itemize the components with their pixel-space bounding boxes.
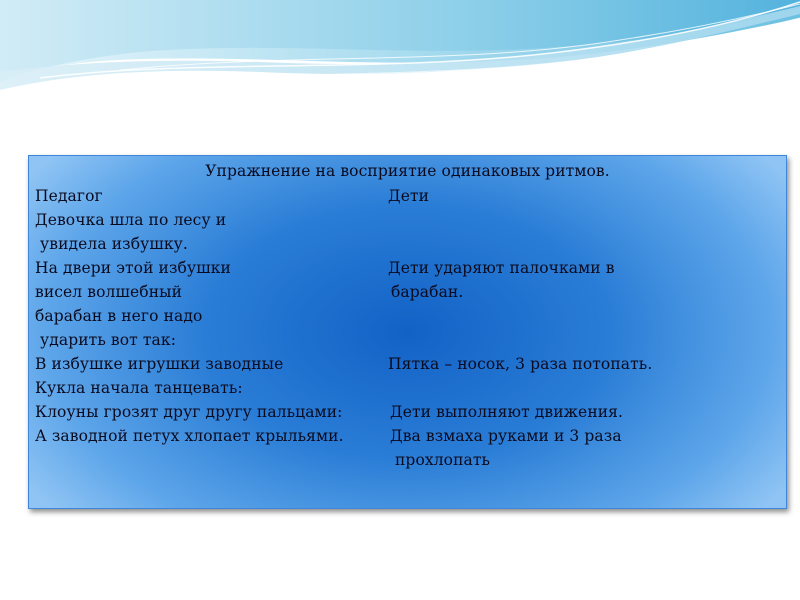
children-line: Два взмаха руками и 3 раза bbox=[390, 427, 622, 445]
children-line: Дети ударяют палочками в bbox=[388, 259, 615, 277]
teacher-line: Девочка шла по лесу и bbox=[35, 211, 227, 229]
children-line: Дети выполняют движения. bbox=[390, 403, 624, 421]
teacher-line: В избушке игрушки заводные bbox=[35, 355, 284, 373]
exercise-title: Упражнение на восприятие одинаковых ритмов. bbox=[205, 162, 610, 180]
decorative-waves bbox=[0, 0, 800, 120]
teacher-line: Кукла начала танцевать: bbox=[35, 379, 243, 397]
teacher-line: ударить вот так: bbox=[35, 331, 177, 349]
teacher-line: Клоуны грозят друг другу пальцами: bbox=[35, 403, 343, 421]
children-header: Дети bbox=[388, 187, 430, 205]
exercise-box bbox=[28, 155, 787, 509]
children-line: прохлопать bbox=[395, 451, 491, 469]
teacher-line: висел волшебный bbox=[35, 283, 183, 301]
teacher-line: барабан в него надо bbox=[35, 307, 203, 325]
teacher-header: Педагог bbox=[35, 187, 103, 205]
teacher-line: увидела избушку. bbox=[35, 235, 188, 253]
teacher-line: На двери этой избушки bbox=[35, 259, 231, 277]
children-line: барабан. bbox=[391, 283, 464, 301]
teacher-line: А заводной петух хлопает крыльями. bbox=[35, 427, 344, 445]
children-line: Пятка – носок, 3 раза потопать. bbox=[388, 355, 653, 373]
